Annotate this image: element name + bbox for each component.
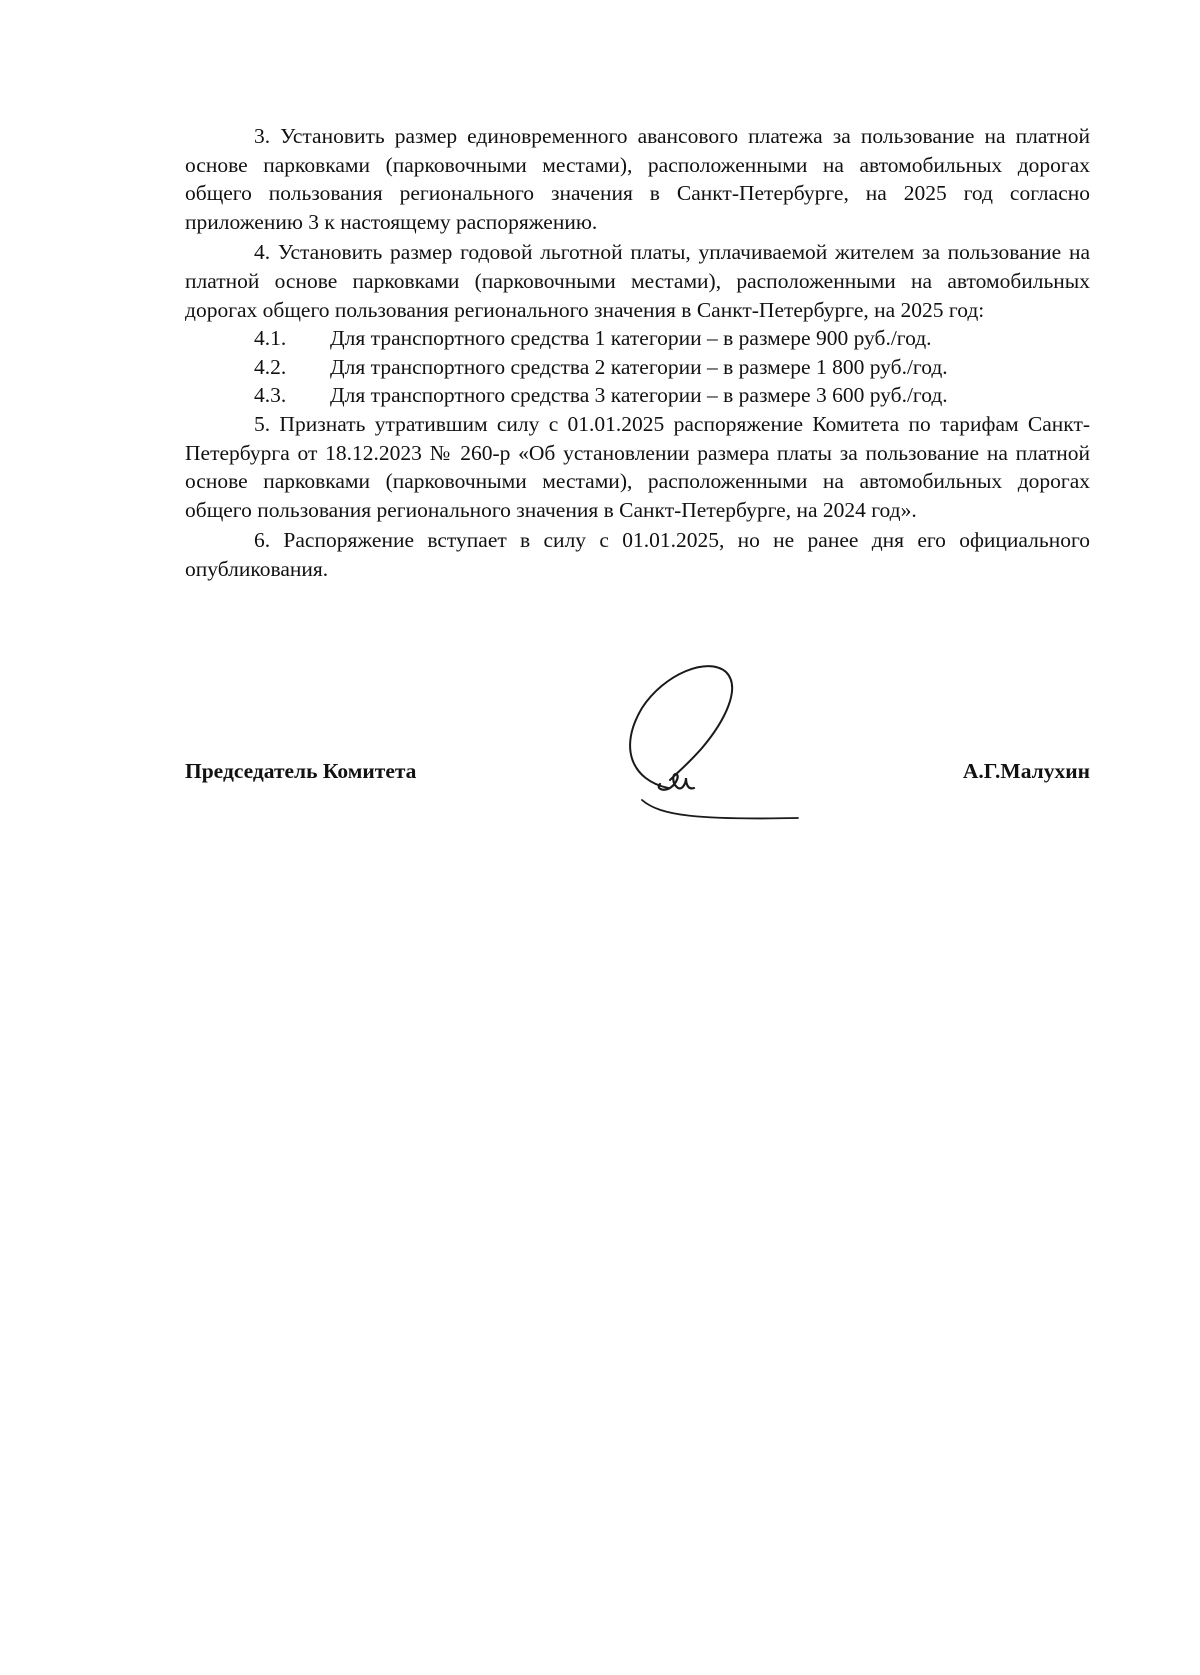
subitem-text: Для транспортного средства 1 категории – в размере 900 руб./год. <box>330 326 932 351</box>
subitem-number: 4.3. <box>254 383 287 408</box>
subitem-number: 4.2. <box>254 354 287 379</box>
subitem-4-3 <box>185 381 1090 410</box>
subitem-number: 4.1. <box>254 326 287 351</box>
paragraph-5: 5. Признать утратившим силу с 01.01.2025 распоряжение Комитета по тарифам Санкт-Петербурга от 18.12.2023 № 260-р «Об установлении размера платы за пользование на платной основе парковками (парковочными местами), расположенными на автомобильных дорогах общего пользования регионального значения в Санкт-Петербурге, на 2024 год». <box>185 411 1090 522</box>
paragraph-3: 3. Установить размер единовременного авансового платежа за пользование на платной основе парковками (парковочными местами), расположенными на автомобильных дорогах общего пользования регионального значения в Санкт-Петербурге, на 2025 год согласно приложению 3 к настоящему распоряжению. <box>185 124 1090 234</box>
handwritten-signature <box>620 660 800 835</box>
subitem-text: Для транспортного средства 2 категории – в размере 1 800 руб./год. <box>330 354 948 379</box>
subitem-text: Для транспортного средства 3 категории – в размере 3 600 руб./год. <box>330 383 948 408</box>
signatory-name: А.Г.Малухин <box>962 759 1090 783</box>
document-body <box>185 122 1090 584</box>
subitem-4-1 <box>185 324 1090 353</box>
paragraph-6: 6. Распоряжение вступает в силу с 01.01.2025, но не ранее дня его официального опубликования. <box>185 528 1090 581</box>
paragraph-4: 4. Установить размер годовой льготной платы, уплачиваемой жителем за пользование на платной основе парковками (парковочными местами), расположенными на автомобильных дорогах общего пользования регионального значения в Санкт-Петербурге, на 2025 год: <box>185 240 1090 322</box>
subitem-4-2 <box>185 353 1090 382</box>
signatory-title: Председатель Комитета <box>185 759 417 783</box>
signature-block <box>185 756 1090 786</box>
